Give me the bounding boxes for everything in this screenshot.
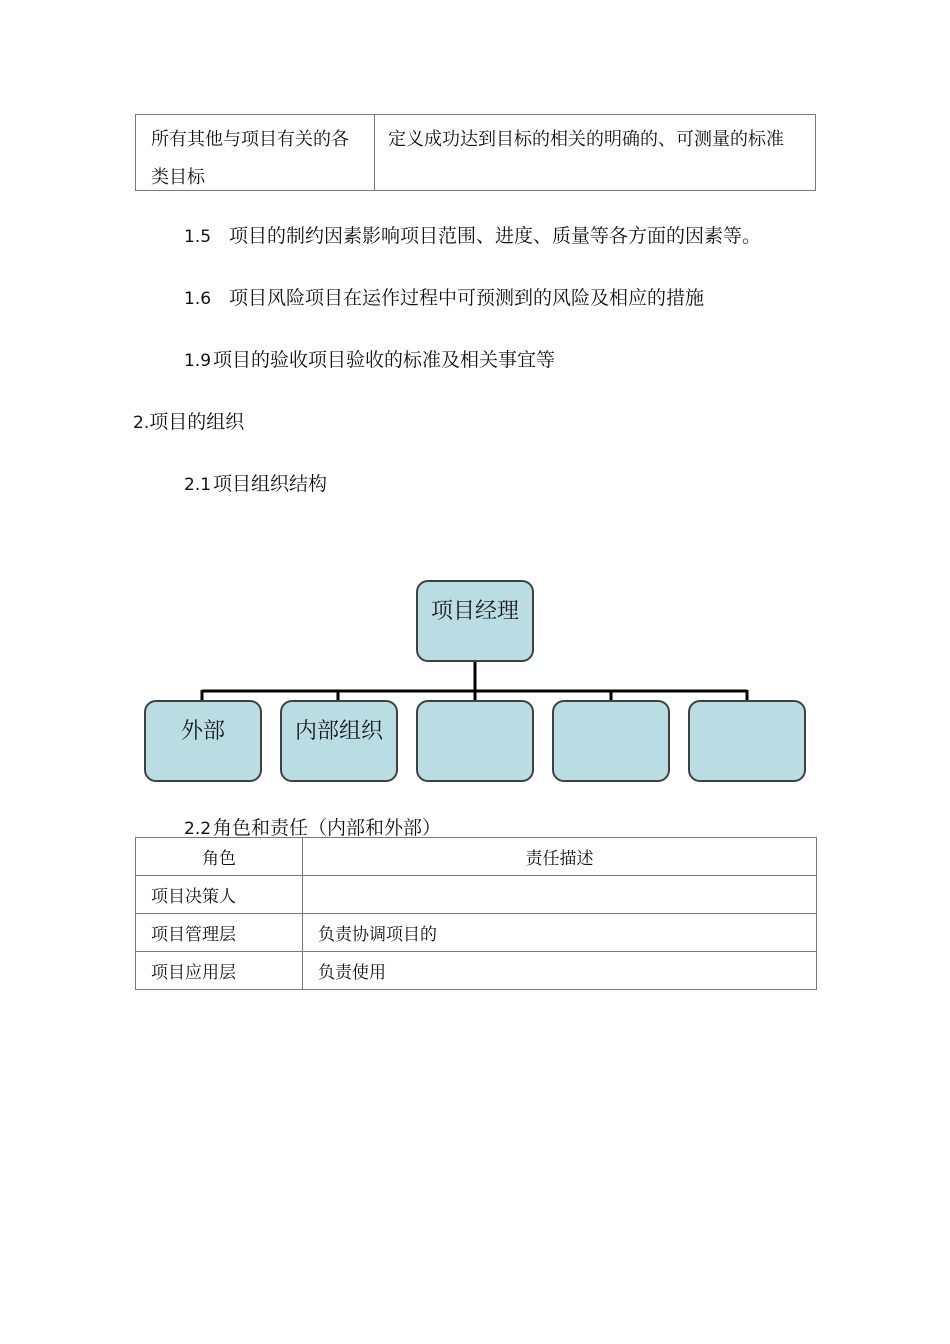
org-node-child-5	[688, 700, 806, 782]
section-2-1-text: 项目组织结构	[213, 473, 328, 495]
org-node-child-4	[552, 700, 670, 782]
table-row	[136, 914, 817, 952]
role-cell: 项目应用层	[136, 952, 303, 990]
objectives-table-right-cell: 定义成功达到目标的相关的明确的、可测量的标准	[388, 129, 784, 150]
section-1-5	[184, 223, 761, 250]
org-node-child-3	[416, 700, 534, 782]
section-1-9-text: 项目的验收项目验收的标准及相关事宜等	[213, 349, 556, 371]
table-row	[136, 952, 817, 990]
table-row	[136, 876, 817, 914]
section-1-9-number: 1.9	[184, 351, 212, 371]
org-node-child-2	[280, 700, 398, 782]
section-1-6	[184, 285, 704, 312]
section-2-2-text: 角色和责任（内部和外部）	[213, 817, 442, 839]
responsibility-cell: 负责使用	[303, 952, 817, 990]
section-2-2-number: 2.2	[184, 819, 212, 839]
roles-table	[135, 837, 817, 990]
roles-header-responsibility: 责任描述	[303, 838, 817, 876]
section-1-6-text: 项目风险项目在运作过程中可预测到的风险及相应的措施	[229, 287, 705, 309]
org-node-root-label: 项目经理	[430, 599, 519, 624]
section-2-1	[184, 471, 327, 498]
responsibility-cell	[303, 876, 817, 914]
org-node-root	[416, 580, 534, 662]
roles-header-role: 角色	[136, 838, 303, 876]
responsibility-cell: 负责协调项目的	[303, 914, 817, 952]
objectives-table-left-cell: 所有其他与项目有关的各类目标	[136, 115, 375, 190]
role-cell: 项目管理层	[136, 914, 303, 952]
section-2-number: 2.	[133, 413, 150, 433]
section-2-text: 项目的组织	[149, 411, 245, 433]
org-node-child-1-label: 外部	[180, 719, 225, 744]
section-2-heading	[133, 409, 244, 436]
section-2-1-number: 2.1	[184, 475, 212, 495]
roles-table-header-row	[136, 838, 817, 876]
section-1-5-text: 项目的制约因素影响项目范围、进度、质量等各方面的因素等。	[229, 225, 762, 247]
section-1-5-number: 1.5	[184, 227, 212, 247]
objectives-table	[135, 114, 816, 191]
org-node-child-2-label: 内部组织	[294, 719, 383, 744]
org-node-child-1	[144, 700, 262, 782]
section-1-9	[184, 347, 555, 374]
role-cell: 项目决策人	[136, 876, 303, 914]
section-1-6-number: 1.6	[184, 289, 212, 309]
